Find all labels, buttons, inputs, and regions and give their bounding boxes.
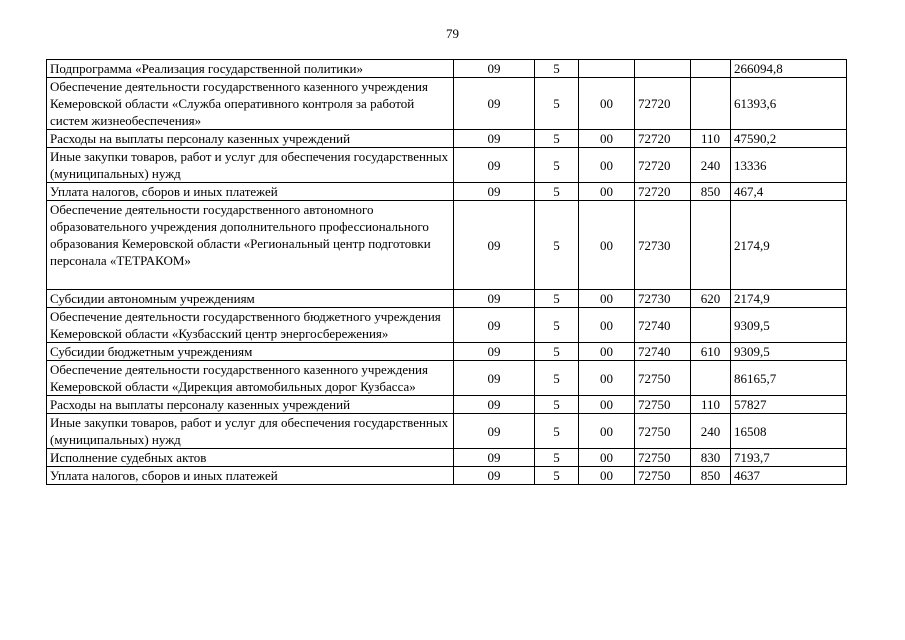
row-name: Субсидии бюджетным учреждениям xyxy=(47,343,454,361)
row-name: Расходы на выплаты персоналу казенных учреждений xyxy=(47,130,454,148)
row-amount: 9309,5 xyxy=(731,343,847,361)
row-subsection: 5 xyxy=(535,290,579,308)
row-name: Иные закупки товаров, работ и услуг для обеспечения государственных (муниципальных) нужд xyxy=(47,148,454,183)
row-expense-type: 110 xyxy=(691,130,731,148)
row-item: 72720 xyxy=(635,130,691,148)
row-expense-type xyxy=(691,361,731,396)
row-name: Уплата налогов, сборов и иных платежей xyxy=(47,183,454,201)
row-section: 09 xyxy=(454,290,535,308)
row-subsection: 5 xyxy=(535,361,579,396)
row-item: 72740 xyxy=(635,343,691,361)
row-program: 00 xyxy=(579,414,635,449)
row-subsection: 5 xyxy=(535,148,579,183)
row-program: 00 xyxy=(579,467,635,485)
table-row xyxy=(47,78,847,130)
row-program xyxy=(579,60,635,78)
row-expense-type: 850 xyxy=(691,467,731,485)
row-expense-type: 110 xyxy=(691,396,731,414)
row-program: 00 xyxy=(579,449,635,467)
row-amount: 57827 xyxy=(731,396,847,414)
row-program: 00 xyxy=(579,130,635,148)
row-subsection: 5 xyxy=(535,414,579,449)
row-section: 09 xyxy=(454,60,535,78)
row-amount: 7193,7 xyxy=(731,449,847,467)
row-program: 00 xyxy=(579,361,635,396)
row-item: 72720 xyxy=(635,148,691,183)
row-section: 09 xyxy=(454,130,535,148)
row-item: 72740 xyxy=(635,308,691,343)
table-row xyxy=(47,467,847,485)
row-expense-type xyxy=(691,201,731,290)
row-section: 09 xyxy=(454,361,535,396)
budget-table xyxy=(46,59,847,485)
row-expense-type: 240 xyxy=(691,148,731,183)
row-name: Субсидии автономным учреждениям xyxy=(47,290,454,308)
table-row xyxy=(47,290,847,308)
row-item: 72750 xyxy=(635,414,691,449)
row-expense-type: 620 xyxy=(691,290,731,308)
row-expense-type xyxy=(691,78,731,130)
row-subsection: 5 xyxy=(535,467,579,485)
row-item: 72730 xyxy=(635,201,691,290)
row-name: Уплата налогов, сборов и иных платежей xyxy=(47,467,454,485)
row-program: 00 xyxy=(579,308,635,343)
row-subsection: 5 xyxy=(535,449,579,467)
row-section: 09 xyxy=(454,396,535,414)
row-section: 09 xyxy=(454,78,535,130)
row-name: Обеспечение деятельности государственного казенного учреждения Кемеровской области «Дирекция автомобильных дорог Кузбасса» xyxy=(47,361,454,396)
table-row xyxy=(47,343,847,361)
row-section: 09 xyxy=(454,343,535,361)
row-program: 00 xyxy=(579,78,635,130)
table-row xyxy=(47,183,847,201)
row-name: Исполнение судебных актов xyxy=(47,449,454,467)
table-row xyxy=(47,308,847,343)
table-row xyxy=(47,130,847,148)
row-section: 09 xyxy=(454,308,535,343)
row-subsection: 5 xyxy=(535,130,579,148)
row-amount: 4637 xyxy=(731,467,847,485)
row-amount: 86165,7 xyxy=(731,361,847,396)
row-item: 72750 xyxy=(635,449,691,467)
row-item: 72750 xyxy=(635,361,691,396)
row-name: Подпрограмма «Реализация государственной политики» xyxy=(47,60,454,78)
table-row xyxy=(47,60,847,78)
row-section: 09 xyxy=(454,449,535,467)
row-program: 00 xyxy=(579,183,635,201)
row-item: 72750 xyxy=(635,396,691,414)
table-row xyxy=(47,414,847,449)
row-item: 72720 xyxy=(635,183,691,201)
row-program: 00 xyxy=(579,148,635,183)
row-amount: 16508 xyxy=(731,414,847,449)
row-item: 72750 xyxy=(635,467,691,485)
row-expense-type: 240 xyxy=(691,414,731,449)
row-section: 09 xyxy=(454,201,535,290)
row-item xyxy=(635,60,691,78)
row-amount: 47590,2 xyxy=(731,130,847,148)
row-section: 09 xyxy=(454,414,535,449)
table-row xyxy=(47,361,847,396)
row-program: 00 xyxy=(579,201,635,290)
row-item: 72730 xyxy=(635,290,691,308)
row-expense-type: 850 xyxy=(691,183,731,201)
row-amount: 467,4 xyxy=(731,183,847,201)
row-amount: 2174,9 xyxy=(731,290,847,308)
row-program: 00 xyxy=(579,290,635,308)
row-amount: 266094,8 xyxy=(731,60,847,78)
row-name: Обеспечение деятельности государственного автономного образовательного учреждения дополнительного профессионального образования Кемеровской области «Региональный центр подготовки персонала «ТЕТРАКОМ» xyxy=(47,201,454,290)
table-row xyxy=(47,201,847,290)
row-subsection: 5 xyxy=(535,308,579,343)
table-row xyxy=(47,396,847,414)
row-name: Обеспечение деятельности государственного бюджетного учреждения Кемеровской области «Кузбасский центр энергосбережения» xyxy=(47,308,454,343)
row-name: Обеспечение деятельности государственного казенного учреждения Кемеровской области «Служба оперативного контроля за работой систем жизнеобеспечения» xyxy=(47,78,454,130)
row-amount: 2174,9 xyxy=(731,201,847,290)
row-expense-type: 610 xyxy=(691,343,731,361)
row-program: 00 xyxy=(579,396,635,414)
row-subsection: 5 xyxy=(535,183,579,201)
row-expense-type xyxy=(691,60,731,78)
row-item: 72720 xyxy=(635,78,691,130)
row-expense-type: 830 xyxy=(691,449,731,467)
row-amount: 61393,6 xyxy=(731,78,847,130)
row-amount: 13336 xyxy=(731,148,847,183)
row-subsection: 5 xyxy=(535,78,579,130)
row-name: Иные закупки товаров, работ и услуг для обеспечения государственных (муниципальных) нужд xyxy=(47,414,454,449)
row-name: Расходы на выплаты персоналу казенных учреждений xyxy=(47,396,454,414)
row-program: 00 xyxy=(579,343,635,361)
page-number: 79 xyxy=(446,26,459,41)
row-section: 09 xyxy=(454,467,535,485)
table-row xyxy=(47,449,847,467)
table-row xyxy=(47,148,847,183)
row-subsection: 5 xyxy=(535,343,579,361)
row-subsection: 5 xyxy=(535,201,579,290)
row-section: 09 xyxy=(454,183,535,201)
row-expense-type xyxy=(691,308,731,343)
row-subsection: 5 xyxy=(535,60,579,78)
row-amount: 9309,5 xyxy=(731,308,847,343)
row-section: 09 xyxy=(454,148,535,183)
row-subsection: 5 xyxy=(535,396,579,414)
